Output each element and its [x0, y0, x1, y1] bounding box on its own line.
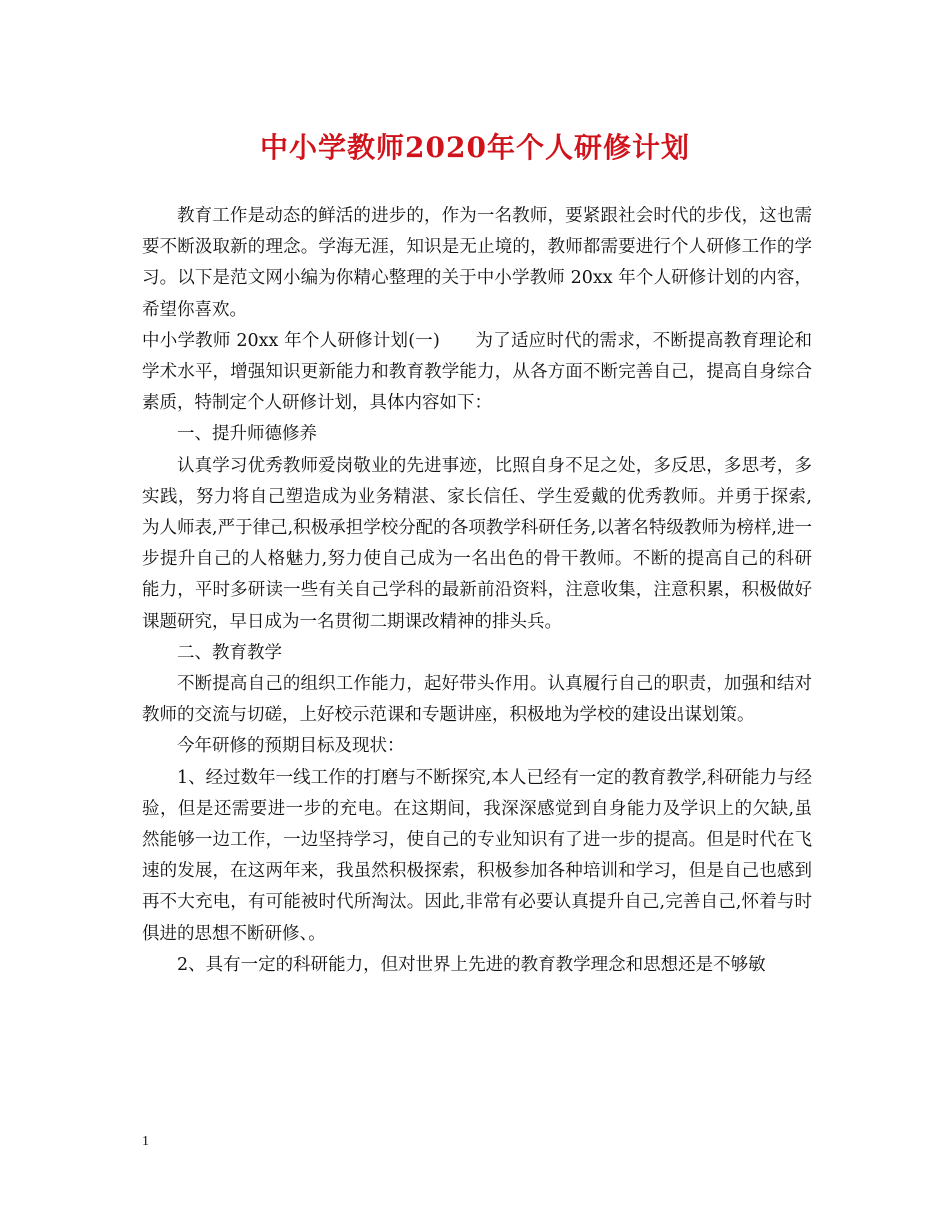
paragraph: 认真学习优秀教师爱岗敬业的先进事迹，比照自身不足之处，多反思，多思考，多实践，努力将自己塑造成为业务精湛、家长信任、学生爱戴的优秀教师。并勇于探索,为人师表,严于律己,积极承担学校分配的各项教学科研任务,以著名特级教师为榜样,进一步提升自己的人格魅力,努力使自己成为一名出色的骨干教师。不断的提高自己的科研能力，平时多研读一些有关自己学科的最新前沿资料，注意收集，注意积累，积极做好课题研究，早日成为一名贯彻二期课改精神的排头兵。 [142, 455, 812, 632]
paragraph: 教育工作是动态的鲜活的进步的，作为一名教师，要紧跟社会时代的步伐，这也需要不断汲取新的理念。学海无涯，知识是无止境的，教师都需要进行个人研修工作的学习。以下是范文网小编为你精心整理的关于中小学教师 20xx 年个人研修计划的内容，希望你喜欢。 [142, 206, 812, 320]
document-body [142, 201, 812, 981]
paragraph: 今年研修的预期目标及现状： [177, 736, 405, 757]
document-title: 中小学教师2020年个人研修计划 [260, 131, 690, 164]
paragraph: 二、教育教学 [177, 642, 282, 663]
paragraph: 1、经过数年一线工作的打磨与不断探究,本人已经有一定的教育教学,科研能力与经验，但是还需要进一步的充电。在这期间，我深深感觉到自身能力及学识上的欠缺,虽然能够一边工作，一边坚持学习，使自己的专业知识有了进一步的提高。但是时代在飞速的发展，在这两年来，我虽然积极探索，积极参加各种培训和学习，但是自己也感到再不大充电，有可能被时代所淘汰。因此,非常有必要认真提升自己,完善自己,怀着与时俱进的思想不断研修、。 [142, 767, 812, 944]
paragraph: 一、提升师德修养 [177, 424, 317, 445]
paragraph: 2、具有一定的科研能力，但对世界上先进的教育教学理念和思想还是不够敏 [177, 954, 766, 975]
paragraph: 中小学教师 20xx 年个人研修计划(一) 为了适应时代的需求，不断提高教育理论和学术水平，增强知识更新能力和教育教学能力，从各方面不断完善自己，提高自身综合素质，特制定个人研修计划，具体内容如下： [142, 330, 812, 414]
paragraph: 不断提高自己的组织工作能力，起好带头作用。认真履行自己的职责，加强和结对教师的交流与切磋，上好校示范课和专题讲座，积极地为学校的建设出谋划策。 [142, 674, 812, 726]
page-number: 1 [142, 1134, 149, 1149]
